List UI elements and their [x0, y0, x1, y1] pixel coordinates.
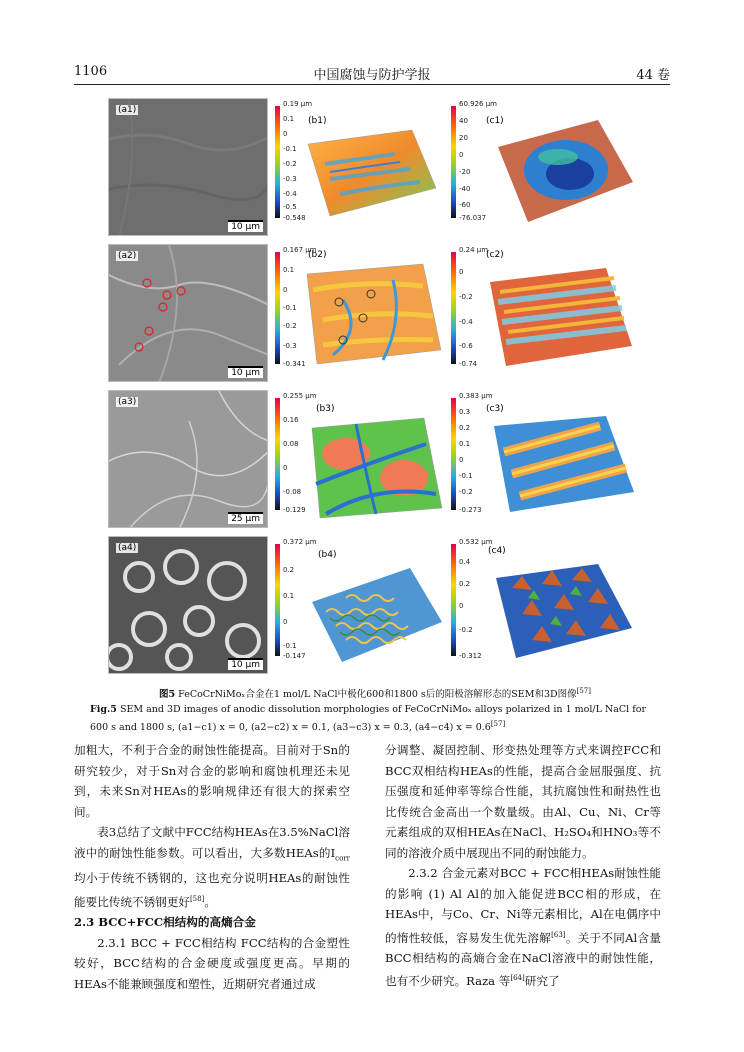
- panel-label: (b2): [308, 250, 327, 260]
- colorbar-c2: [451, 252, 456, 364]
- colorbar-ticks-b3: 0.255 μm 0.16 0.08 0 -0.08 -0.129: [283, 392, 317, 514]
- journal-title: 中国腐蚀与防护学报: [313, 68, 431, 83]
- panel-label: (c1): [486, 116, 504, 126]
- colorbar-b3: [275, 398, 280, 510]
- panel-label: (b1): [308, 116, 327, 126]
- colorbar-b1: [275, 106, 280, 218]
- colorbar-ticks-b1: 0.19 μm 0.1 0 -0.1 -0.2 -0.3 -0.4 -0.5 -0.548: [283, 100, 313, 222]
- colorbar-b4: [275, 544, 280, 656]
- figure-caption: [90, 684, 660, 735]
- section-heading: 2.3 BCC+FCC相结构的高熵合金: [74, 915, 256, 930]
- paragraph: 分调整、凝固控制、形变热处理等方式来调控FCC和BCC双相结构HEAs的性能，提高合金屈服强度、抗压强度和延伸率等综合性能，其抗腐蚀性和耐热性也比传统合金高出一个数量级。由Al、Cu、Ni、Cr等元素组成的双相HEAs在NaCl、H₂SO₄和HNO₃等不同的溶液介质中展现出不同的耐蚀能力。: [385, 743, 661, 860]
- figure-5: [108, 98, 638, 676]
- paragraph: 2.3.2 合金元素对BCC + FCC相HEAs耐蚀性能的影响 (1) Al Al的加入能促进BCC相的形成，在HEAs中，与Co、Cr、Ni等元素相比，Al在电偶序中的惰性较低，容易发生优先溶解[63]。关于不同Al含量BCC相结构的高熵合金在NaCl溶液中的耐蚀性能，也有不少研究。Raza 等[64]研究了: [385, 866, 661, 989]
- panel-label: (a1): [118, 105, 137, 115]
- sem-image-a3: [108, 390, 268, 528]
- header-rule: [74, 84, 670, 85]
- 3d-surface-c2: [486, 262, 636, 372]
- sem-texture: [109, 537, 268, 674]
- panel-label: (c2): [486, 250, 504, 260]
- colorbar-ticks-c1: 60.926 μm 40 20 0 -20 -40 -60 -76.037: [459, 100, 497, 222]
- 3d-surface-b4: [306, 562, 446, 666]
- sem-texture: [109, 99, 268, 236]
- colorbar-ticks-b2: 0.167 μm 0.1 0 -0.1 -0.2 -0.3 -0.341: [283, 246, 317, 368]
- colorbar-c4: [451, 544, 456, 656]
- 3d-surface-c1: [488, 112, 638, 230]
- scale-bar: 25 μm: [228, 512, 263, 524]
- colorbar-ticks-c2: 0.24 μm 0 -0.2 -0.4 -0.6 -0.74: [459, 246, 489, 368]
- page-number: 1106: [74, 64, 108, 79]
- figure-row-3: [108, 390, 638, 528]
- 3d-surface-c3: [490, 412, 638, 520]
- panel-label: (a3): [118, 397, 137, 407]
- panel-label: (c3): [486, 404, 504, 414]
- 3d-surface-b1: [300, 124, 440, 224]
- sem-texture: [109, 245, 268, 382]
- panel-label: (c4): [488, 546, 506, 556]
- sem-image-a4: [108, 536, 268, 674]
- colorbar-c3: [451, 398, 456, 510]
- sem-texture: [109, 391, 268, 528]
- colorbar-b2: [275, 252, 280, 364]
- colorbar-ticks-c4: 0.532 μm 0.4 0.2 0 -0.2 -0.312: [459, 538, 493, 660]
- paragraph: 加粗大，不利于合金的耐蚀性能提高。目前对于Sn的研究较少，对于Sn对合金的影响和腐蚀机理还未见到，未来Sn对HEAs的影响规律还有很大的探索空间。: [74, 743, 350, 819]
- panel-label: (b3): [316, 404, 335, 414]
- 3d-surface-b2: [303, 260, 443, 370]
- panel-label: (b4): [318, 550, 337, 560]
- sem-image-a1: [108, 98, 268, 236]
- caption-zh: 图5 FeCoCrNiMoₓ合金在1 mol/L NaCl中极化600和1800 s后的阳极溶解形态的SEM和3D图像[57]: [158, 687, 591, 701]
- figure-row-4: [108, 536, 638, 674]
- figure-row-1: [108, 98, 638, 236]
- scale-bar: 10 μm: [228, 220, 263, 232]
- 3d-surface-c4: [492, 558, 638, 666]
- body-column-right: [385, 740, 661, 992]
- paragraph: 2.3.1 BCC + FCC相结构 FCC结构的合金塑性较好，BCC结构的合金硬度或强度更高。早期的HEAs不能兼顾强度和塑性，近期研究者通过成: [74, 935, 350, 991]
- colorbar-ticks-b4: 0.372 μm 0.2 0.1 0 -0.1 -0.147: [283, 538, 317, 660]
- colorbar-ticks-c3: 0.383 μm 0.3 0.2 0.1 0 -0.1 -0.2 -0.273: [459, 392, 493, 514]
- volume-number: 44 卷: [636, 68, 670, 83]
- body-column-left: [74, 740, 350, 994]
- 3d-surface-b3: [306, 414, 446, 522]
- running-header: [74, 64, 670, 84]
- panel-label: (a4): [118, 543, 137, 553]
- colorbar-c1: [451, 106, 456, 218]
- caption-en: Fig.5 SEM and 3D images of anodic dissolution morphologies of FeCoCrNiMoₓ alloys polarized in 1 mol/L NaCl for 600 s and 1800 s, (a1−c1) x = 0, (a2−c2) x = 0.1, (a3−c3) x = 0.3, (a4−c4) x = 0.6[57]: [90, 704, 647, 734]
- figure-row-2: [108, 244, 638, 382]
- panel-label: (a2): [118, 251, 137, 261]
- scale-bar: 10 μm: [228, 366, 263, 378]
- scale-bar: 10 μm: [228, 658, 263, 670]
- paragraph: 表3总结了文献中FCC结构HEAs在3.5%NaCl溶液中的耐蚀性能参数。可以看出，大多数HEAs的$I_{corr}$均小于传统不锈钢的，这也充分说明HEAs的耐蚀性能要比传统不锈钢更好[58]。: [74, 825, 350, 909]
- sem-image-a2: [108, 244, 268, 382]
